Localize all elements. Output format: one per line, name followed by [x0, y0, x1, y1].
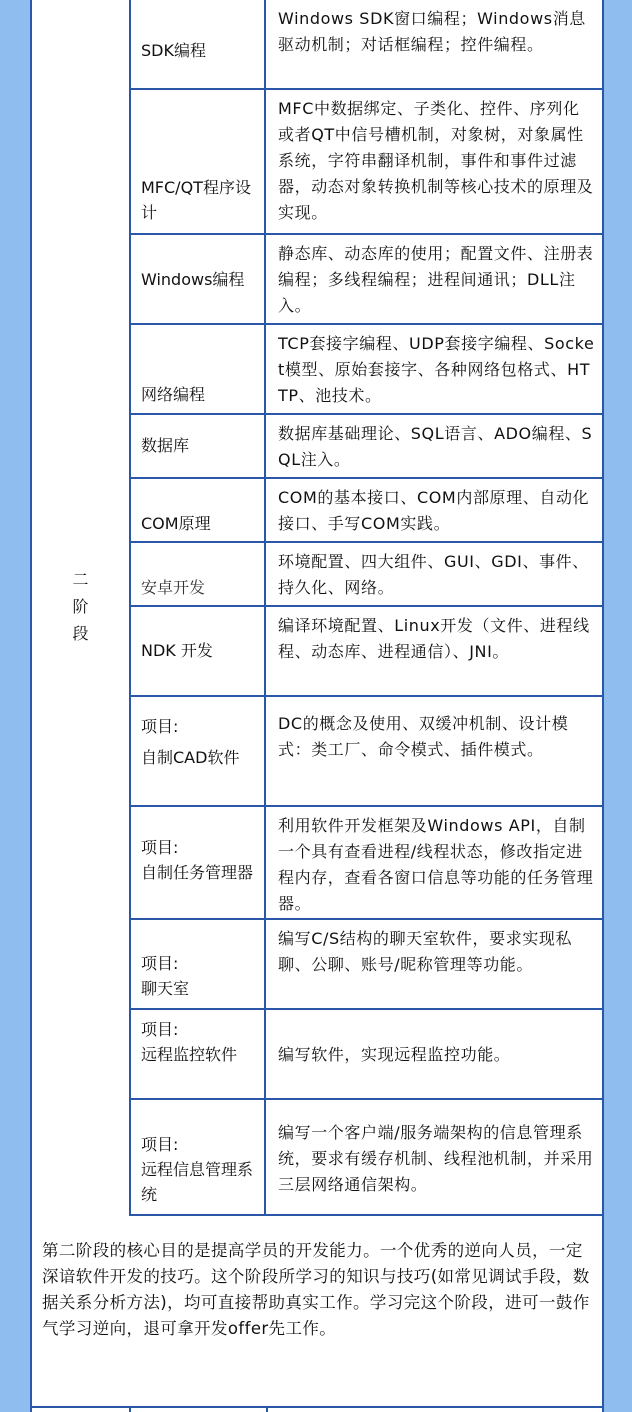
topic-text: 远程信息管理系统 [141, 1160, 254, 1204]
table-row [131, 90, 602, 235]
row-desc: Windows SDK窗口编程；Windows消息驱动机制；对话框编程；控件编程。 [278, 9, 586, 54]
row-topic [131, 325, 266, 413]
topic-prefix: 项目: [141, 1135, 179, 1154]
row-topic [131, 415, 266, 477]
table-row [131, 807, 602, 920]
topic-prefix: 项目: [141, 954, 179, 973]
row-desc: DC的概念及使用、双缓冲机制、设计模式：类工厂、命令模式、插件模式。 [278, 714, 569, 759]
topic-text: 安卓开发 [141, 578, 206, 597]
table-divider [266, 1408, 268, 1412]
row-desc: 编译环境配置、Linux开发（文件、进程线程、动态库、进程通信）、JNI。 [278, 616, 590, 661]
table-row [131, 1100, 602, 1216]
topic-text: NDK 开发 [141, 641, 213, 660]
topic-text: 网络编程 [141, 385, 206, 404]
topic-text: MFC/QT程序设计 [141, 178, 251, 222]
curriculum-table [30, 0, 604, 1412]
row-topic [131, 543, 266, 605]
table-divider [129, 1408, 131, 1412]
table-row [131, 415, 602, 479]
topic-text: 数据库 [141, 436, 190, 455]
topic-text: Windows编程 [141, 270, 245, 289]
row-topic [131, 1010, 266, 1098]
topic-text: 聊天室 [141, 979, 190, 998]
row-desc: 数据库基础理论、SQL语言、ADO编程、SQL注入。 [278, 424, 593, 469]
row-desc: MFC中数据绑定、子类化、控件、序列化或者QT中信号槽机制，对象树，对象属性系统，字符串翻译机制，事件和事件过滤器，动态对象转换机制等核心技术的原理及实现。 [278, 99, 594, 222]
table-row [131, 479, 602, 543]
row-desc: 静态库、动态库的使用；配置文件、注册表编程；多线程编程；进程间通讯；DLL注入。 [278, 244, 594, 315]
row-desc: COM的基本接口、COM内部原理、自动化接口、手写COM实践。 [278, 488, 590, 533]
topic-text: SDK编程 [141, 41, 206, 60]
topic-text: COM原理 [141, 514, 211, 533]
stage-column [32, 0, 131, 1216]
stage-char: 阶 [72, 597, 89, 616]
table-row [131, 0, 602, 90]
row-desc: 编写一个客户端/服务端架构的信息管理系统，要求有缓存机制、线程池机制，并采用三层网络通信架构。 [278, 1123, 594, 1194]
table-row [131, 235, 602, 325]
row-topic [131, 1100, 266, 1214]
topic-prefix: 项目: [141, 838, 179, 857]
row-topic [131, 807, 266, 918]
topic-text: 自制CAD软件 [141, 748, 240, 767]
topic-text: 远程监控软件 [141, 1045, 238, 1064]
row-topic [131, 0, 266, 88]
row-desc: 编写C/S结构的聊天室软件，要求实现私聊、公聊、账号/昵称管理等功能。 [278, 929, 573, 974]
topic-prefix: 项目: [141, 717, 179, 736]
row-topic [131, 697, 266, 805]
table-row [131, 1010, 602, 1100]
topic-prefix: 项目: [141, 1020, 179, 1039]
row-topic [131, 479, 266, 541]
stage-label [32, 566, 129, 647]
row-topic [131, 607, 266, 695]
stage-char: 二 [72, 570, 89, 589]
stage-summary: 第二阶段的核心目的是提高学员的开发能力。一个优秀的逆向人员，一定深谙软件开发的技巧。这个阶段所学习的知识与技巧(如常见调试手段，数据关系分析方法)，均可直接帮助真实工作。学习完这个阶段，进可一鼓作气学习逆向，退可拿开发offer先工作。 [32, 1218, 602, 1408]
table-row [131, 920, 602, 1010]
table-row [131, 543, 602, 607]
row-desc: 环境配置、四大组件、GUI、GDI、事件、持久化、网络。 [278, 552, 589, 597]
row-desc: 编写软件，实现远程监控功能。 [278, 1045, 511, 1064]
topic-text: 自制任务管理器 [141, 863, 254, 882]
row-topic [131, 235, 266, 323]
table-row [131, 325, 602, 415]
table-row [131, 697, 602, 807]
row-topic [131, 920, 266, 1008]
row-topic [131, 90, 266, 233]
row-desc: 利用软件开发框架及Windows API，自制一个具有查看进程/线程状态，修改指定进程内存，查看各窗口信息等功能的任务管理器。 [278, 816, 594, 913]
table-row [131, 607, 602, 697]
row-desc: TCP套接字编程、UDP套接字编程、Socket模型、原始套接字、各种网络包格式、HTTP、池技术。 [278, 334, 595, 405]
stage-char: 段 [72, 624, 89, 643]
